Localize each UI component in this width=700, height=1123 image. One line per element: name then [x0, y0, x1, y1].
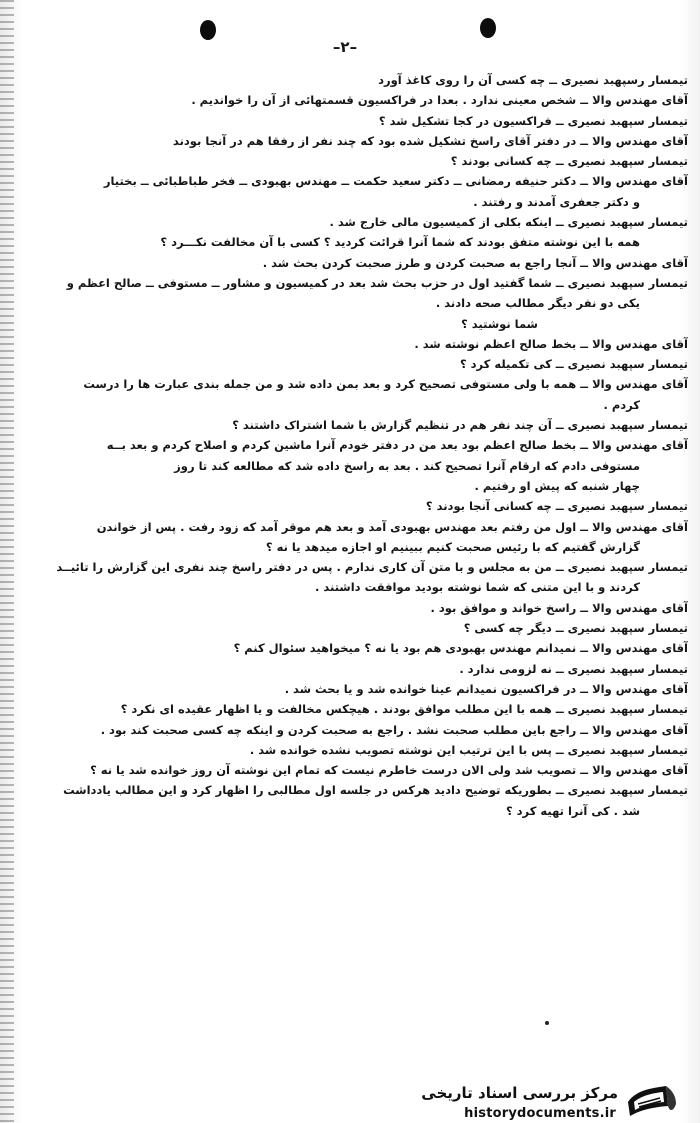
transcript-line: تیمسار سپهبد نصیری ــ همه با این مطلب موافق بودند . هیچکس مخالفت و یا اظهار عقیده ای نکرد ؟ [120, 702, 688, 717]
transcript-line: تیمسار سپهبد نصیری ــ آن چند نفر هم در تنظیم گزارش با شما اشتراک داشتند ؟ [232, 418, 688, 433]
transcript-line: یکی دو نفر دیگر مطالب صحه دادند . [435, 296, 640, 311]
transcript-line: تیمسار سپهبد نصیری ــ اینکه بکلی از کمیسیون مالی خارج شد . [329, 215, 688, 230]
transcript-line: تیمسار سپهبد نصیری ــ من به مجلس و با متن آن کاری ندارم . پس در دفتر راسخ چند نفری این گزارش را تائیــد [56, 560, 688, 575]
transcript-line: گزارش گفتیم که با رئیس صحبت کنیم ببینیم او اجازه میدهد یا نه ؟ [265, 539, 640, 554]
transcript-line: آقای مهندس والا ــ راجع باین مطلب صحبت نشد . راجع به صحبت کردن و اینکه چه کسی صحبت کند بود . [100, 722, 688, 737]
open-book-logo-icon [622, 1080, 680, 1120]
transcript-line: آقای مهندس والا ــ نمیدانم مهندس بهبودی هم بود یا نه ؟ میخواهید سئوال کنم ؟ [233, 641, 688, 656]
punch-hole-left [200, 20, 216, 40]
transcript-line: تیمسار سپهبد نصیری ــ بطوریکه توضیح دادید هرکس در جلسه اول مطالبی را اظهار کرد و این مطالب یادداشت [63, 783, 688, 798]
transcript-line: آقای مهندس والا ــ شخص معینی ندارد . بعدا در فراکسیون قسمتهائی از آن را خواندیم . [191, 93, 688, 108]
watermark-title: مرکز بررسی اسناد تاریخی [421, 1084, 618, 1102]
interrogation-transcript [12, 70, 688, 950]
transcript-line: آقای مهندس والا ــ همه با ولی مستوفی تصحیح کرد و بعد بمن داده شد و من جمله بندی عبارت ها را درست [83, 377, 688, 392]
transcript-line: و دکتر جعفری آمدند و رفتند . [473, 194, 640, 209]
transcript-line: شد . کی آنرا تهیه کرد ؟ [505, 803, 640, 818]
watermark-url: historydocuments.ir [464, 1106, 616, 1121]
transcript-line: تیمسار رسپهبد نصیری ــ چه کسی آن را روی کاغذ آورد [378, 73, 688, 87]
transcript-line: آقای مهندس والا ــ دکتر حنیفه رمضانی ــ دکتر سعید حکمت ــ مهندس بهبودی ــ فخر طباطبائی ــ بختیار [103, 174, 688, 189]
transcript-line: همه با این نوشته متفق بودند که شما آنرا قرائت کردید ؟ کسی با آن مخالفت نکـــرد ؟ [160, 235, 640, 250]
transcript-line: تیمسار سپهبد نصیری ــ نه لزومی ندارد . [459, 661, 688, 676]
stray-mark [545, 1021, 549, 1025]
transcript-line: کردند و با این متنی که شما نوشته بودید موافقت داشتند . [315, 580, 640, 595]
transcript-line: تیمسار سپهبد نصیری ــ فراکسیون در کجا تشکیل شد ؟ [378, 113, 688, 128]
transcript-line: تیمسار سپهبد نصیری ــ شما گفتید اول در حزب بحث شد بعد در کمیسیون و مشاور ــ مستوفی ــ صالح اعظم و [66, 275, 688, 290]
punch-hole-right [480, 18, 496, 38]
transcript-line: آقای مهندس والا ــ در فراکسیون نمیدانم عینا خوانده شد و یا بحث شد . [284, 681, 688, 696]
transcript-line: کردم . [603, 397, 640, 412]
transcript-line: تیمسار سپهبد نصیری ــ چه کسانی آنجا بودند ؟ [425, 499, 688, 514]
transcript-line: آقای مهندس والا ــ در دفتر آقای راسخ تشکیل شده بود که چند نفر از رفقا هم در آنجا بودند [172, 133, 688, 148]
transcript-line: آقای مهندس والا ــ بخط صالح اعظم نوشته شد . [414, 336, 688, 351]
transcript-line: آقای مهندس والا ــ تصویب شد ولی الان درست خاطرم نیست که تمام این نوشته آن روز خوانده شد یا نه ؟ [90, 763, 688, 778]
transcript-line: چهار شنبه که پیش او رفتیم . [474, 478, 640, 493]
transcript-line: تیمسار سپهبد نصیری ــ دیگر چه کسی ؟ [463, 621, 688, 636]
transcript-line: آقای مهندس والا ــ بخط صالح اعظم بود بعد من در دفتر خودم آنرا ماشین کردم و اصلاح کردم و بعد بــه [106, 438, 688, 453]
watermark [412, 1076, 688, 1122]
transcript-line: آقای مهندس والا ــ راسخ خواند و موافق بود . [430, 600, 688, 615]
page-number: –۲– [332, 38, 358, 56]
transcript-line: تیمسار سپهبد نصیری ــ کی تکمیله کرد ؟ [459, 357, 688, 372]
transcript-line: تیمسار سپهبد نصیری ــ پس با این ترتیب این نوشته تصویب نشده خوانده شد . [249, 742, 688, 757]
transcript-line: مستوفی دادم که ارقام آنرا تصحیح کند . بعد به راسخ داده شد که مطالعه کند تا روز [174, 458, 640, 473]
transcript-line: آقای مهندس والا ــ اول من رفتم بعد مهندس بهبودی آمد و بعد هم موقر آمد که زود رفت . پس از خواندن [96, 519, 688, 534]
transcript-line: تیمسار سپهبد نصیری ــ چه کسانی بودند ؟ [450, 154, 688, 169]
transcript-line: شما نوشتید ؟ [461, 316, 538, 331]
transcript-line: آقای مهندس والا ــ آنجا راجع به صحبت کردن و طرز صحبت کردن بحث شد . [262, 255, 688, 270]
